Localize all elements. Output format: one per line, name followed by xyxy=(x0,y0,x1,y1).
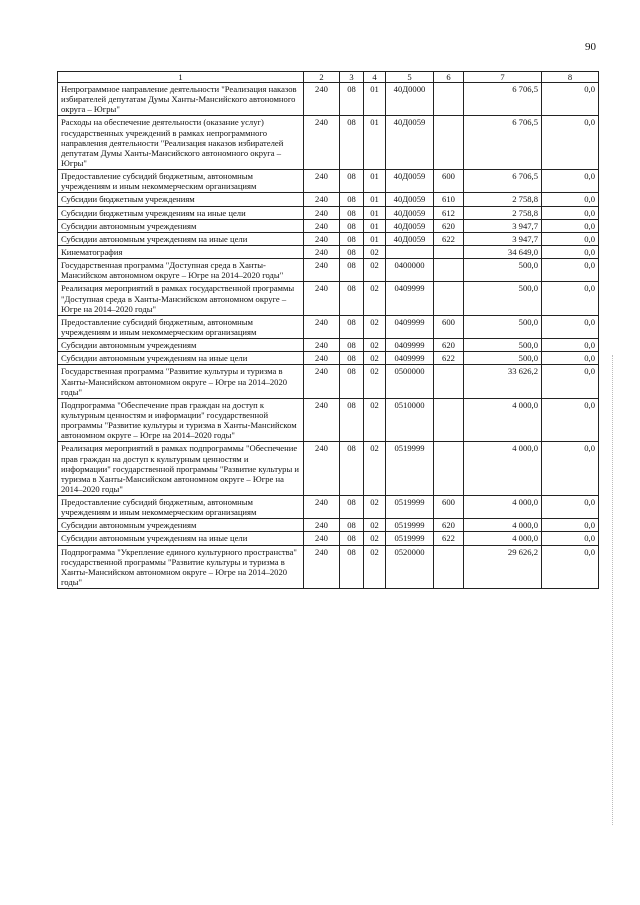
table-row xyxy=(58,398,599,442)
table-row xyxy=(58,315,599,338)
target-article-code: 40Д0059 xyxy=(386,206,434,219)
column-header: 4 xyxy=(364,72,386,83)
expense-type-code: 600 xyxy=(434,315,464,338)
second-amount-cell: 0,0 xyxy=(542,245,599,258)
row-name: Государственная программа "Развитие культуры и туризма в Ханты-Мансийском автономном округе – Югре на 2014–2020 годы" xyxy=(58,365,304,398)
section-code: 08 xyxy=(340,365,364,398)
ministry-code: 240 xyxy=(304,232,340,245)
row-name: Предоставление субсидий бюджетным, автономным учреждениям и иным некоммерческим организациям xyxy=(58,496,304,519)
amount-cell: 500,0 xyxy=(464,315,542,338)
row-name: Непрограммное направление деятельности "Реализация наказов избирателей депутатам Думы Ханты-Мансийского автономного округа – Югры" xyxy=(58,83,304,116)
second-amount-cell: 0,0 xyxy=(542,519,599,532)
table-row xyxy=(58,245,599,258)
table-row xyxy=(58,352,599,365)
ministry-code: 240 xyxy=(304,339,340,352)
section-code: 08 xyxy=(340,245,364,258)
row-name: Субсидии автономным учреждениям на иные цели xyxy=(58,232,304,245)
expense-type-code xyxy=(434,442,464,496)
ministry-code: 240 xyxy=(304,83,340,116)
amount-cell: 2 758,8 xyxy=(464,206,542,219)
expense-type-code xyxy=(434,545,464,589)
amount-cell: 4 000,0 xyxy=(464,496,542,519)
second-amount-cell: 0,0 xyxy=(542,532,599,545)
row-name: Реализация мероприятий в рамках подпрограммы "Обеспечение прав граждан на доступ к культурным ценностям и информации" государственной программы "Развитие культуры и туризма в Ханты-Мансийском автономном округе – Югре на 2014–2020 годы" xyxy=(58,442,304,496)
row-name: Субсидии бюджетным учреждениям на иные цели xyxy=(58,206,304,219)
second-amount-cell: 0,0 xyxy=(542,206,599,219)
subsection-code: 02 xyxy=(364,519,386,532)
ministry-code: 240 xyxy=(304,193,340,206)
expense-type-code: 620 xyxy=(434,339,464,352)
target-article-code: 0500000 xyxy=(386,365,434,398)
second-amount-cell: 0,0 xyxy=(542,545,599,589)
ministry-code: 240 xyxy=(304,496,340,519)
subsection-code: 02 xyxy=(364,365,386,398)
target-article-code: 0510000 xyxy=(386,398,434,442)
amount-cell: 3 947,7 xyxy=(464,219,542,232)
row-name: Субсидии автономным учреждениям xyxy=(58,219,304,232)
subsection-code: 01 xyxy=(364,206,386,219)
row-name: Кинематография xyxy=(58,245,304,258)
row-name: Субсидии автономным учреждениям xyxy=(58,519,304,532)
table-row xyxy=(58,193,599,206)
subsection-code: 02 xyxy=(364,282,386,315)
amount-cell: 4 000,0 xyxy=(464,398,542,442)
section-code: 08 xyxy=(340,116,364,170)
table-row xyxy=(58,116,599,170)
table-row xyxy=(58,259,599,282)
subsection-code: 01 xyxy=(364,219,386,232)
ministry-code: 240 xyxy=(304,315,340,338)
amount-cell: 29 626,2 xyxy=(464,545,542,589)
table-body xyxy=(58,83,599,589)
expense-type-code xyxy=(434,365,464,398)
row-name: Расходы на обеспечение деятельности (оказание услуг) государственных учреждений в рамках непрограммного направления деятельности "Реализация наказов избирателей депутатам Думы Ханты-Мансийского автономного округа – Югры" xyxy=(58,116,304,170)
target-article-code: 40Д0000 xyxy=(386,83,434,116)
ministry-code: 240 xyxy=(304,545,340,589)
table-row xyxy=(58,496,599,519)
subsection-code: 01 xyxy=(364,116,386,170)
column-header: 2 xyxy=(304,72,340,83)
table-row xyxy=(58,339,599,352)
row-name: Государственная программа "Доступная среда в Ханты-Мансийском автономном округе – Югре на 2014–2020 годы" xyxy=(58,259,304,282)
row-name: Предоставление субсидий бюджетным, автономным учреждениям и иным некоммерческим организациям xyxy=(58,315,304,338)
subsection-code: 02 xyxy=(364,315,386,338)
expense-type-code: 622 xyxy=(434,232,464,245)
second-amount-cell: 0,0 xyxy=(542,219,599,232)
target-article-code: 0519999 xyxy=(386,532,434,545)
target-article-code: 0519999 xyxy=(386,442,434,496)
table-row xyxy=(58,365,599,398)
target-article-code xyxy=(386,245,434,258)
second-amount-cell: 0,0 xyxy=(542,232,599,245)
section-code: 08 xyxy=(340,352,364,365)
expense-type-code: 620 xyxy=(434,219,464,232)
second-amount-cell: 0,0 xyxy=(542,398,599,442)
ministry-code: 240 xyxy=(304,206,340,219)
section-code: 08 xyxy=(340,232,364,245)
second-amount-cell: 0,0 xyxy=(542,282,599,315)
second-amount-cell: 0,0 xyxy=(542,170,599,193)
subsection-code: 02 xyxy=(364,496,386,519)
amount-cell: 500,0 xyxy=(464,352,542,365)
ministry-code: 240 xyxy=(304,282,340,315)
table-row xyxy=(58,532,599,545)
second-amount-cell: 0,0 xyxy=(542,83,599,116)
target-article-code: 40Д0059 xyxy=(386,193,434,206)
row-name: Субсидии автономным учреждениям на иные цели xyxy=(58,532,304,545)
amount-cell: 33 626,2 xyxy=(464,365,542,398)
section-code: 08 xyxy=(340,193,364,206)
row-name: Субсидии бюджетным учреждениям xyxy=(58,193,304,206)
ministry-code: 240 xyxy=(304,519,340,532)
target-article-code: 0409999 xyxy=(386,352,434,365)
expense-type-code xyxy=(434,259,464,282)
table-row xyxy=(58,282,599,315)
subsection-code: 02 xyxy=(364,398,386,442)
expense-type-code: 620 xyxy=(434,519,464,532)
expense-type-code: 610 xyxy=(434,193,464,206)
page-number: 90 xyxy=(585,41,596,53)
amount-cell: 500,0 xyxy=(464,259,542,282)
subsection-code: 02 xyxy=(364,545,386,589)
subsection-code: 02 xyxy=(364,339,386,352)
table-row xyxy=(58,232,599,245)
expense-type-code xyxy=(434,398,464,442)
scan-edge-mark xyxy=(612,355,614,825)
amount-cell: 500,0 xyxy=(464,282,542,315)
section-code: 08 xyxy=(340,532,364,545)
ministry-code: 240 xyxy=(304,170,340,193)
expense-type-code xyxy=(434,282,464,315)
ministry-code: 240 xyxy=(304,245,340,258)
row-name: Реализация мероприятий в рамках государственной программы "Доступная среда в Ханты-Мансийском автономном округе – Югре на 2014–2020 годы" xyxy=(58,282,304,315)
section-code: 08 xyxy=(340,206,364,219)
row-name: Подпрограмма "Укрепление единого культурного пространства" государственной программы "Развитие культуры и туризма в Ханты-Мансийском автономном округе – Югре на 2014–2020 годы" xyxy=(58,545,304,589)
amount-cell: 500,0 xyxy=(464,339,542,352)
amount-cell: 3 947,7 xyxy=(464,232,542,245)
target-article-code: 40Д0059 xyxy=(386,170,434,193)
subsection-code: 01 xyxy=(364,193,386,206)
second-amount-cell: 0,0 xyxy=(542,365,599,398)
second-amount-cell: 0,0 xyxy=(542,315,599,338)
section-code: 08 xyxy=(340,339,364,352)
column-header-row xyxy=(58,72,599,83)
ministry-code: 240 xyxy=(304,259,340,282)
target-article-code: 0409999 xyxy=(386,282,434,315)
amount-cell: 4 000,0 xyxy=(464,519,542,532)
amount-cell: 4 000,0 xyxy=(464,442,542,496)
ministry-code: 240 xyxy=(304,442,340,496)
column-header: 6 xyxy=(434,72,464,83)
amount-cell: 2 758,8 xyxy=(464,193,542,206)
ministry-code: 240 xyxy=(304,219,340,232)
amount-cell: 34 649,0 xyxy=(464,245,542,258)
budget-table xyxy=(57,71,599,589)
amount-cell: 6 706,5 xyxy=(464,116,542,170)
section-code: 08 xyxy=(340,83,364,116)
target-article-code: 40Д0059 xyxy=(386,116,434,170)
table-row xyxy=(58,170,599,193)
second-amount-cell: 0,0 xyxy=(542,259,599,282)
expense-type-code xyxy=(434,245,464,258)
target-article-code: 40Д0059 xyxy=(386,232,434,245)
table-row xyxy=(58,219,599,232)
ministry-code: 240 xyxy=(304,365,340,398)
subsection-code: 01 xyxy=(364,83,386,116)
expense-type-code: 622 xyxy=(434,532,464,545)
row-name: Субсидии автономным учреждениям на иные цели xyxy=(58,352,304,365)
section-code: 08 xyxy=(340,442,364,496)
target-article-code: 0409999 xyxy=(386,315,434,338)
subsection-code: 02 xyxy=(364,245,386,258)
amount-cell: 6 706,5 xyxy=(464,83,542,116)
second-amount-cell: 0,0 xyxy=(542,352,599,365)
subsection-code: 02 xyxy=(364,532,386,545)
ministry-code: 240 xyxy=(304,398,340,442)
section-code: 08 xyxy=(340,219,364,232)
row-name: Предоставление субсидий бюджетным, автономным учреждениям и иным некоммерческим организациям xyxy=(58,170,304,193)
section-code: 08 xyxy=(340,259,364,282)
second-amount-cell: 0,0 xyxy=(542,496,599,519)
section-code: 08 xyxy=(340,496,364,519)
expense-type-code xyxy=(434,116,464,170)
expense-type-code: 612 xyxy=(434,206,464,219)
subsection-code: 01 xyxy=(364,232,386,245)
second-amount-cell: 0,0 xyxy=(542,116,599,170)
expense-type-code: 600 xyxy=(434,170,464,193)
table-row xyxy=(58,206,599,219)
target-article-code: 0409999 xyxy=(386,339,434,352)
table-row xyxy=(58,442,599,496)
subsection-code: 02 xyxy=(364,259,386,282)
target-article-code: 40Д0059 xyxy=(386,219,434,232)
subsection-code: 02 xyxy=(364,352,386,365)
column-header: 5 xyxy=(386,72,434,83)
section-code: 08 xyxy=(340,282,364,315)
amount-cell: 4 000,0 xyxy=(464,532,542,545)
section-code: 08 xyxy=(340,315,364,338)
expense-type-code: 622 xyxy=(434,352,464,365)
target-article-code: 0520000 xyxy=(386,545,434,589)
section-code: 08 xyxy=(340,519,364,532)
expense-type-code: 600 xyxy=(434,496,464,519)
table-row xyxy=(58,83,599,116)
row-name: Подпрограмма "Обеспечение прав граждан на доступ к культурным ценностям и информации" государственной программы "Развитие культуры и туризма в Ханты-Мансийском автономном округе – Югре на 2014–2020 годы" xyxy=(58,398,304,442)
target-article-code: 0400000 xyxy=(386,259,434,282)
ministry-code: 240 xyxy=(304,352,340,365)
ministry-code: 240 xyxy=(304,532,340,545)
column-header: 7 xyxy=(464,72,542,83)
subsection-code: 02 xyxy=(364,442,386,496)
expense-type-code xyxy=(434,83,464,116)
section-code: 08 xyxy=(340,398,364,442)
target-article-code: 0519999 xyxy=(386,519,434,532)
column-header: 3 xyxy=(340,72,364,83)
column-header: 1 xyxy=(58,72,304,83)
section-code: 08 xyxy=(340,545,364,589)
second-amount-cell: 0,0 xyxy=(542,193,599,206)
second-amount-cell: 0,0 xyxy=(542,442,599,496)
table-row xyxy=(58,519,599,532)
table-row xyxy=(58,545,599,589)
ministry-code: 240 xyxy=(304,116,340,170)
section-code: 08 xyxy=(340,170,364,193)
second-amount-cell: 0,0 xyxy=(542,339,599,352)
amount-cell: 6 706,5 xyxy=(464,170,542,193)
row-name: Субсидии автономным учреждениям xyxy=(58,339,304,352)
column-header: 8 xyxy=(542,72,599,83)
subsection-code: 01 xyxy=(364,170,386,193)
target-article-code: 0519999 xyxy=(386,496,434,519)
